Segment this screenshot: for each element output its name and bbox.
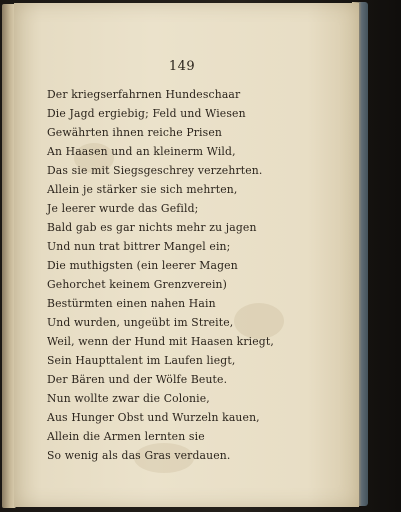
poem-line: Die Jagd ergiebig; Feld und Wiesen (47, 107, 246, 120)
poem-line: Das sie mit Siegsgeschrey verzehrten. (47, 164, 263, 177)
poem-line: Gewährten ihnen reiche Prisen (47, 126, 222, 139)
poem-line: Die muthigsten (ein leerer Magen (47, 259, 238, 272)
poem-line: Je leerer wurde das Gefild; (47, 202, 199, 215)
poem-line: Nun wollte zwar die Colonie, (47, 392, 210, 405)
poem-line: Und wurden, ungeübt im Streite, (47, 316, 234, 329)
book-page (14, 3, 359, 507)
poem-line: Allein je stärker sie sich mehrten, (47, 183, 238, 196)
poem-line: Bald gab es gar nichts mehr zu jagen (47, 221, 257, 234)
poem-line: An Haasen und an kleinerm Wild, (47, 145, 236, 158)
poem-line: Allein die Armen lernten sie (47, 430, 205, 443)
poem-text (47, 85, 347, 465)
poem-line: Sein Haupttalent im Laufen liegt, (47, 354, 236, 367)
poem-line: Gehorchet keinem Grenzverein) (47, 278, 228, 291)
poem-line: Weil, wenn der Hund mit Haasen kriegt, (47, 335, 274, 348)
poem-line: Bestürmten einen nahen Hain (47, 297, 216, 310)
poem-line: Und nun trat bittrer Mangel ein; (47, 240, 231, 253)
page-number: 149 (168, 59, 196, 74)
poem-line: Der Bären und der Wölfe Beute. (47, 373, 228, 386)
poem-line: Aus Hunger Obst und Wurzeln kauen, (47, 411, 260, 424)
poem-line: So wenig als das Gras verdauen. (47, 449, 231, 462)
poem-line: Der kriegserfahrnen Hundeschaar (47, 88, 241, 101)
